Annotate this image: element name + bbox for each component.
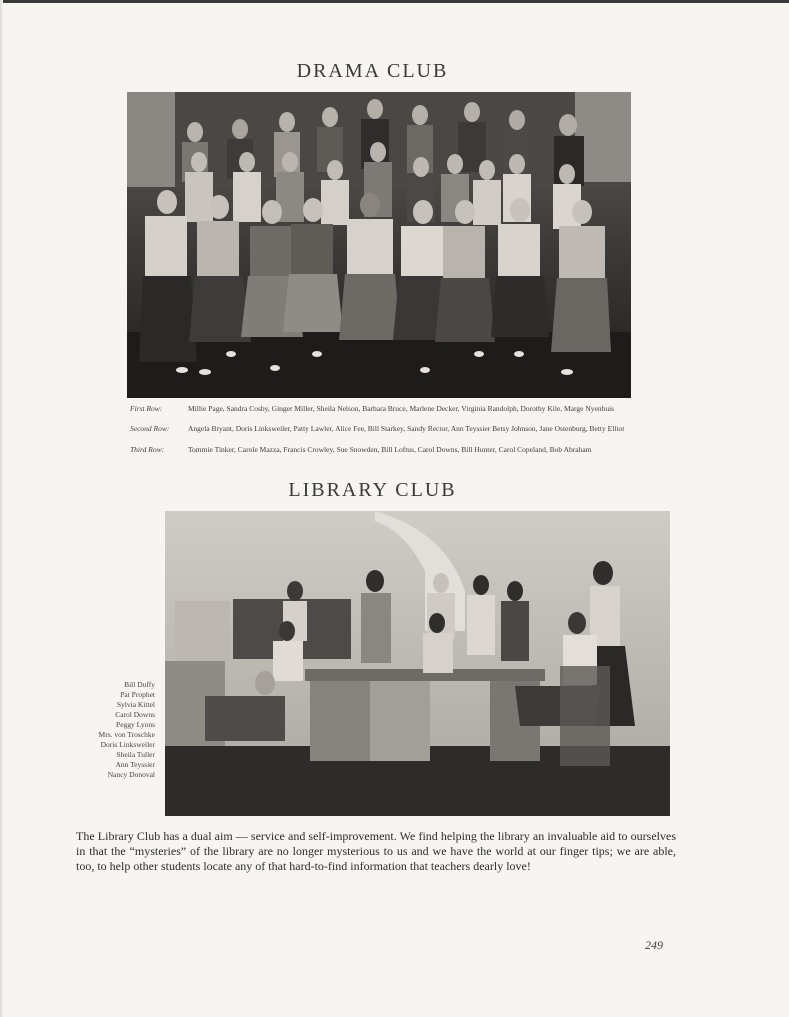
library-member: Peggy Lyons (116, 720, 155, 729)
third-row-names: Tommie Tinker, Carole Mazza, Francis Crowley, Sue Snowden, Bill Loftus, Carol Downs, Bill Hunter, Carol Copeland, Bob Abraham (188, 445, 592, 454)
library-club-photo (165, 511, 670, 816)
drama-photo-left-wall (127, 92, 175, 187)
library-photo-counter-front (370, 681, 430, 761)
library-member: Sheila Tuller (116, 750, 155, 759)
drama-photo-illustration (127, 92, 631, 398)
first-row-names: Millie Page, Sandra Cosby, Ginger Miller, Sheila Nelson, Barbara Bruce, Marlene Decker, Virginia Randolph, Dorothy Kile, Marge Nyenhuis (188, 404, 615, 413)
library-member: Sylvia Kittel (116, 700, 155, 709)
library-photo-cabinet (175, 601, 230, 661)
library-photo-counter-left (310, 681, 370, 761)
third-row-label: Third Row: (130, 445, 165, 454)
second-row-names: Angela Bryant, Doris Linksweiler, Patty Lawler, Alice Fee, Bill Starkey, Sandy Rector, Ann Teyssier Betsy Johnson, Jane Ostenburg, Betty Elliot (188, 424, 625, 433)
library-photo-chair (560, 666, 610, 766)
library-member: Bill Duffy (124, 680, 155, 689)
drama-club-title: DRAMA CLUB (296, 60, 449, 82)
drama-caption-first-row (130, 405, 630, 414)
library-club-title: LIBRARY CLUB (288, 479, 457, 501)
first-row-label: First Row: (130, 404, 163, 413)
library-member: Pat Prophet (120, 690, 155, 699)
drama-caption-second-row (130, 425, 630, 434)
drama-club-group-photo (127, 92, 631, 398)
library-member-list (60, 680, 155, 780)
library-club-description: The Library Club has a dual aim — service and self-improvement. We find helping the library an invaluable aid to ourselves in that the “mysteries” of the library are no longer mysterious to us and we have the world at our finger tips; we are able, too, to help other students locate any of that hard-to-find information that teachers dearly love! (76, 829, 676, 873)
library-member: Carol Downs (115, 710, 155, 719)
page-top-edge (0, 0, 789, 3)
page-number: 249 (645, 938, 663, 952)
library-member: Nancy Donoval (107, 770, 155, 779)
page-left-edge (0, 0, 3, 1017)
library-member: Doris Linksweiler (100, 740, 155, 749)
library-photo-illustration (165, 511, 670, 816)
drama-caption-third-row (130, 446, 630, 455)
library-member: Ann Teyssier (115, 760, 155, 769)
second-row-label: Second Row: (130, 424, 170, 433)
library-member: Mrs. von Troschke (98, 730, 155, 739)
